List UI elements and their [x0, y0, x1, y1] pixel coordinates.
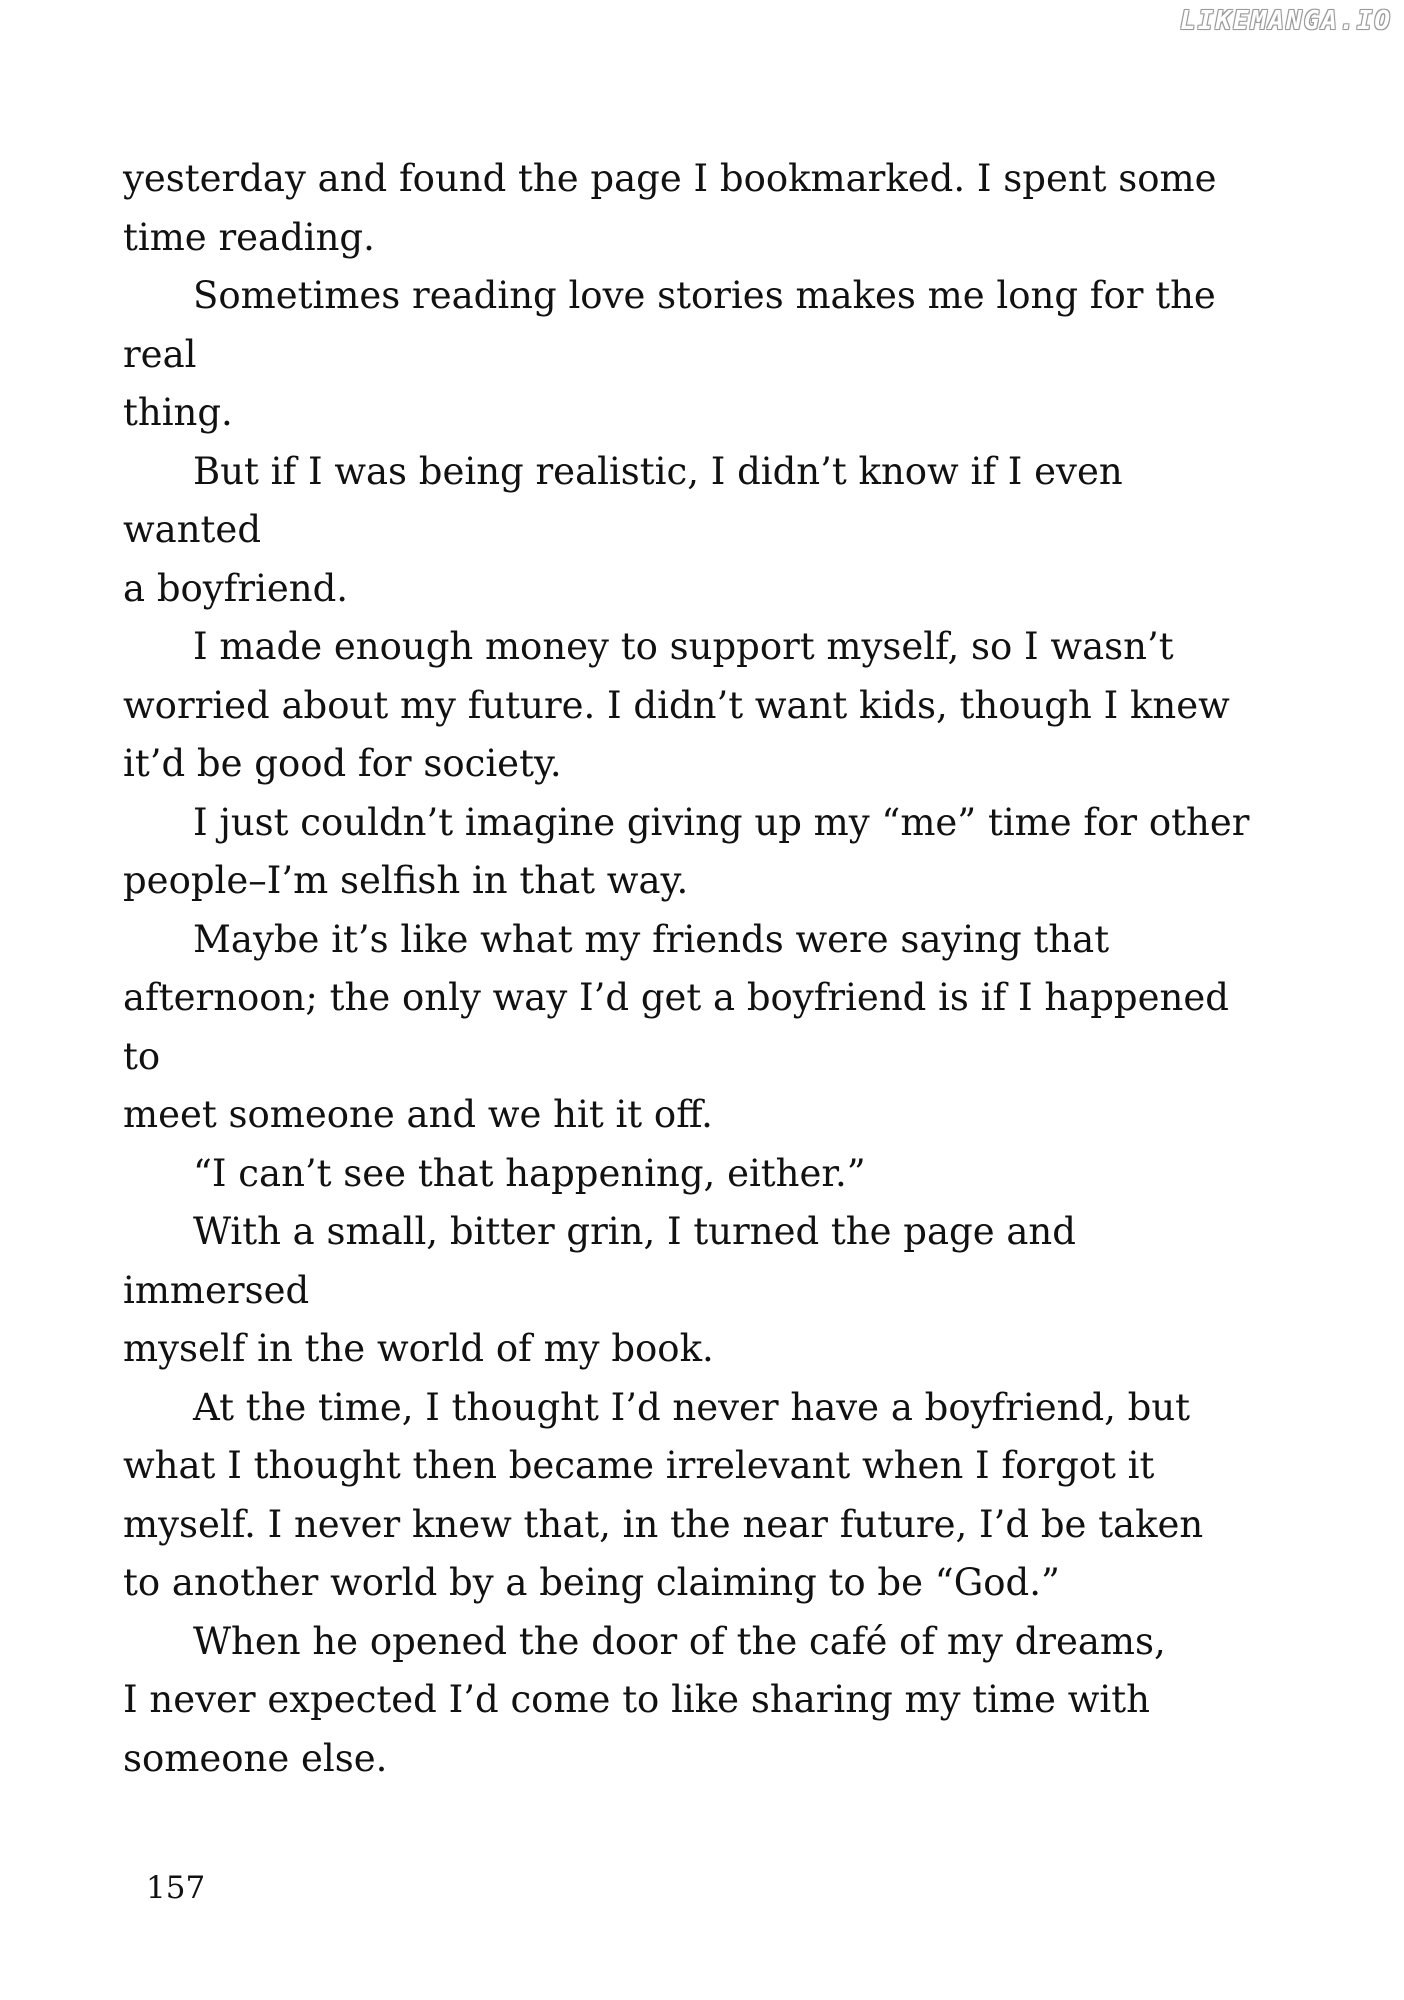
text-line: what I thought then became irrelevant when I forgot it — [123, 1444, 1155, 1487]
paragraph — [123, 150, 1263, 267]
paragraph — [123, 911, 1263, 1145]
text-line: a boyfriend. — [123, 566, 349, 610]
text-line: people–I’m selfish in that way. — [123, 859, 689, 902]
watermark-text: LIKEMANGA.IO — [1180, 6, 1392, 36]
paragraph — [123, 1203, 1263, 1379]
text-line: “I can’t see that happening, either.” — [193, 1151, 866, 1195]
text-line: Maybe it’s like what my friends were saying that — [193, 917, 1110, 961]
text-line: meet someone and we hit it off. — [123, 1093, 713, 1136]
paragraph — [123, 1145, 1263, 1204]
text-line: But if I was being realistic, I didn’t know if I even wanted — [123, 449, 1123, 551]
text-line: it’d be good for society. — [123, 742, 562, 785]
text-line: When he opened the door of the café of my dreams, — [193, 1619, 1166, 1663]
paragraph — [123, 1613, 1263, 1789]
body-text — [123, 150, 1263, 1788]
text-line: With a small, bitter grin, I turned the page and immersed — [123, 1210, 1076, 1312]
text-line: yesterday and found the page I bookmarked. I spent some — [123, 157, 1217, 200]
paragraph — [123, 1379, 1263, 1613]
text-line: I never expected I’d come to like sharing my time with — [123, 1678, 1150, 1721]
text-line: time reading. — [123, 215, 375, 259]
page-number: 157 — [146, 1870, 206, 1906]
paragraph — [123, 618, 1263, 794]
text-line: I made enough money to support myself, so I wasn’t — [193, 625, 1174, 668]
text-line: thing. — [123, 391, 233, 434]
text-line: to another world by a being claiming to be “God.” — [123, 1561, 1060, 1604]
text-line: myself in the world of my book. — [123, 1327, 714, 1370]
text-line: myself. I never knew that, in the near future, I’d be taken — [123, 1502, 1204, 1546]
paragraph — [123, 794, 1263, 911]
paragraph — [123, 443, 1263, 619]
text-line: someone else. — [123, 1736, 388, 1780]
paragraph — [123, 267, 1263, 443]
text-line: afternoon; the only way I’d get a boyfriend is if I happened to — [123, 976, 1229, 1078]
text-line: I just couldn’t imagine giving up my “me” time for other — [193, 800, 1250, 844]
text-line: worried about my future. I didn’t want kids, though I knew — [123, 683, 1230, 727]
text-line: At the time, I thought I’d never have a boyfriend, but — [193, 1385, 1191, 1429]
text-line: Sometimes reading love stories makes me long for the real — [123, 274, 1216, 376]
